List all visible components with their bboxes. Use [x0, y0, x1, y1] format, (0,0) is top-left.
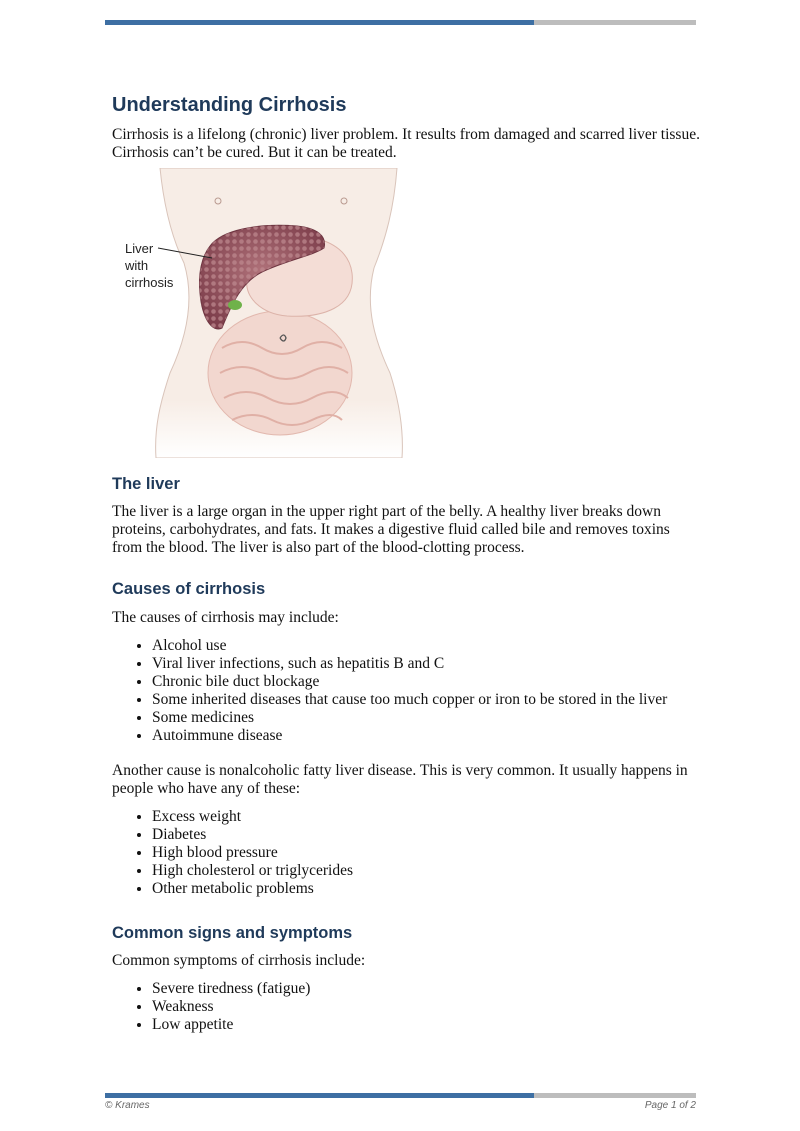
nafld-paragraph: Another cause is nonalcoholic fatty liver disease. This is very common. It usually happens in people who have any of these: — [112, 761, 688, 797]
list-item: • Weakness — [152, 998, 702, 1016]
top-progress-fill — [105, 20, 534, 25]
callout-line-1: Liver — [125, 241, 154, 256]
list-item: • Some inherited diseases that cause too much copper or iron to be stored in the liver — [152, 691, 702, 709]
list-item: • Other metabolic problems — [152, 880, 702, 898]
callout-line-3: cirrhosis — [125, 275, 174, 290]
bottom-progress-bar — [105, 1093, 696, 1098]
causes-list — [112, 637, 702, 745]
causes-intro: The causes of cirrhosis may include: — [112, 608, 339, 626]
symptoms-intro: Common symptoms of cirrhosis include: — [112, 952, 366, 970]
liver-paragraph: The liver is a large organ in the upper right part of the belly. A healthy liver breaks down proteins, carbohydrates, and fats. It makes a digestive fluid called bile and removes toxins from the blood. The liver is also part of the blood-clotting process. — [112, 503, 670, 557]
list-item: • Autoimmune disease — [152, 727, 702, 745]
list-item: • Chronic bile duct blockage — [152, 673, 702, 691]
torso-with-liver-image — [112, 168, 412, 458]
list-item: • High cholesterol or triglycerides — [152, 862, 702, 880]
symptoms-list — [112, 980, 702, 1034]
nafld-list — [112, 808, 702, 898]
symptoms-heading: Common signs and symptoms — [112, 923, 353, 942]
list-item: • Low appetite — [152, 1016, 702, 1034]
list-item: • High blood pressure — [152, 844, 702, 862]
list-item: • Excess weight — [152, 808, 702, 826]
liver-illustration — [112, 168, 412, 458]
page-number: Page 1 of 2 — [644, 1100, 696, 1111]
document-body — [112, 92, 702, 1034]
bottom-progress-fill — [105, 1093, 534, 1098]
list-item: • Severe tiredness (fatigue) — [152, 980, 702, 998]
liver-heading: The liver — [112, 475, 180, 493]
top-progress-bar — [105, 20, 696, 25]
copyright-text: © Krames — [105, 1100, 150, 1111]
liver-callout-label — [125, 240, 173, 291]
list-item: • Diabetes — [152, 826, 702, 844]
page-title: Understanding Cirrhosis — [112, 94, 347, 116]
list-item: • Some medicines — [152, 709, 702, 727]
intro-paragraph: Cirrhosis is a lifelong (chronic) liver problem. It results from damaged and scarred liver tissue. Cirrhosis can’t be cured. But it can be treated. — [112, 126, 700, 161]
causes-heading: Causes of cirrhosis — [112, 580, 266, 599]
callout-line-2: with — [125, 258, 149, 273]
list-item: • Viral liver infections, such as hepatitis B and C — [152, 655, 702, 673]
page-footer — [105, 1100, 696, 1111]
list-item: • Alcohol use — [152, 637, 702, 655]
